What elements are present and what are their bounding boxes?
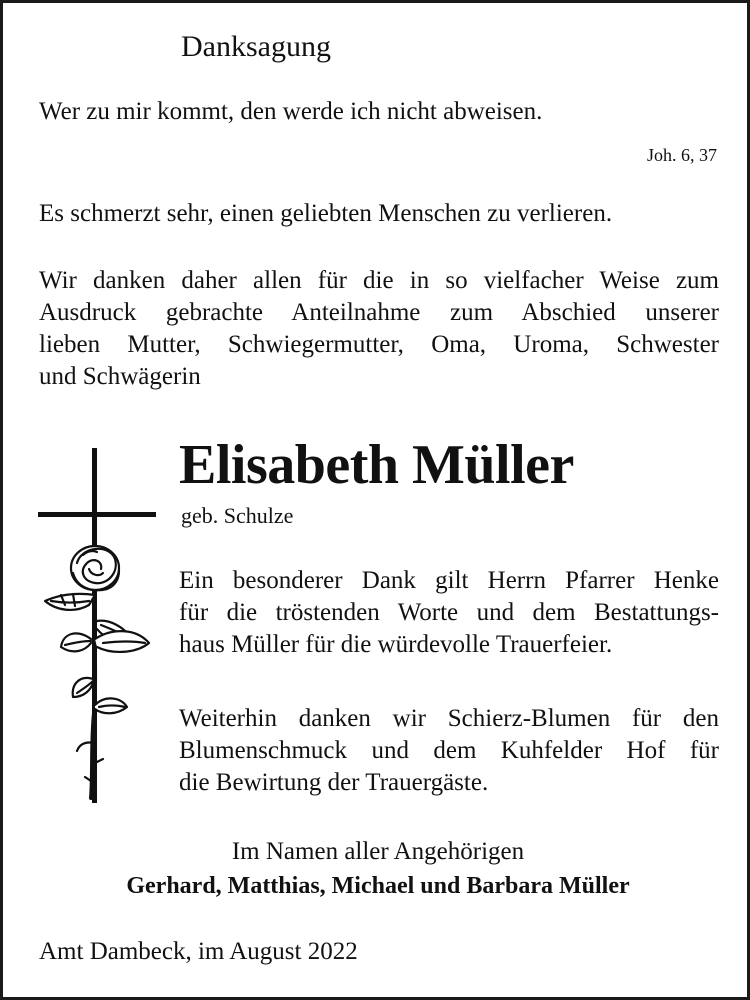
verse-reference: Joh. 6, 37 xyxy=(646,145,717,165)
further-thanks-paragraph xyxy=(179,703,719,799)
thanks-paragraph xyxy=(39,265,719,393)
opening-line: Es schmerzt sehr, einen geliebten Menschen zu verlieren. xyxy=(39,200,613,227)
notice-title: Danksagung xyxy=(181,30,331,63)
cross-and-rose-artwork xyxy=(33,443,163,808)
thanks-line: lieben Mutter, Schwiegermutter, Oma, Uroma, Schwester xyxy=(39,331,719,358)
special-thanks-paragraph xyxy=(179,565,719,661)
thanks-line: Ausdruck gebrachte Anteilnahme zum Abschied unserer xyxy=(39,299,719,326)
place-and-date: Amt Dambeck, im August 2022 xyxy=(39,938,358,965)
further-thanks-line: Blumenschmuck und dem Kuhfelder Hof für xyxy=(179,737,719,764)
thanks-line: Wir danken daher allen für die in so vielfacher Weise zum xyxy=(39,267,719,294)
on-behalf-line xyxy=(3,838,750,866)
maiden-name: geb. Schulze xyxy=(181,503,294,528)
deceased-name: Elisabeth Müller xyxy=(179,434,574,496)
further-thanks-line: die Bewirtung der Trauergäste. xyxy=(179,769,489,796)
bible-verse: Wer zu mir kommt, den werde ich nicht abweisen. xyxy=(39,98,543,125)
thanks-line: und Schwägerin xyxy=(39,363,201,390)
special-thanks-line: haus Müller für die würdevolle Trauerfeier. xyxy=(179,631,613,658)
special-thanks-line: für die tröstenden Worte und dem Bestattungs- xyxy=(179,599,719,626)
on-behalf-text: Im Namen aller Angehörigen xyxy=(231,838,525,865)
special-thanks-line: Ein besonderer Dank gilt Herrn Pfarrer Henke xyxy=(179,567,719,594)
family-names: Gerhard, Matthias, Michael und Barbara Müller xyxy=(126,873,630,899)
further-thanks-line: Weiterhin danken wir Schierz-Blumen für den xyxy=(179,705,719,732)
